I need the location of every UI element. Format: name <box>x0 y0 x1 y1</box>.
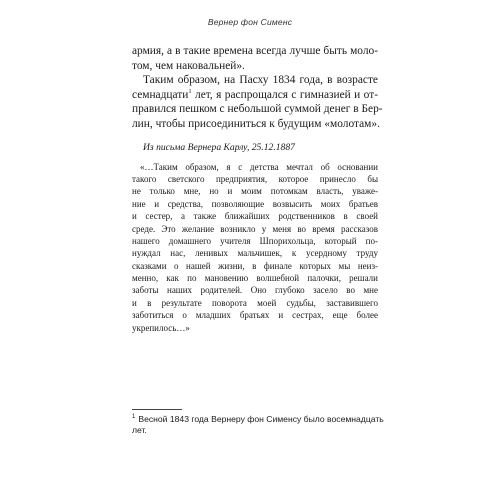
body-line-part: семнадцати <box>132 88 189 101</box>
quote-line: такого светского предприятия, которое принесло бы <box>132 173 378 184</box>
footnote-text: Весной 1843 года Вернеру фон Сименсу было восемнадцать <box>138 414 384 424</box>
footnote-divider <box>132 409 182 410</box>
footnote-reference: 1 <box>188 87 192 95</box>
quote-line: нуждал нас, ленивых мальчишек, к усердному труду <box>132 248 378 259</box>
quote-line: заботы наших родителей. Оно глубоко засело во мне <box>132 285 378 296</box>
footnote-line: лет. <box>132 425 147 435</box>
body-line-with-footnote <box>132 88 378 103</box>
main-text <box>132 44 383 334</box>
body-line: армия, а в такие времена всегда лучше быть моло- <box>132 45 378 57</box>
quote-line: и в результате поворота моей судьбы, заставившего <box>132 297 378 308</box>
quote-line: и сестер, а также ближайших родственников в своей <box>132 211 378 222</box>
quote-line: «…Таким образом, я с детства мечтал об основании <box>140 161 378 172</box>
quote-line: нашего домашнего учителя Шпорихольца, который по- <box>132 235 378 246</box>
body-line: том, чем наковальней». <box>132 59 245 72</box>
body-line: Таким образом, на Пасху 1834 года, в возрасте <box>143 74 378 87</box>
quote-line: ние и средства, позволяющие возвысить моих братьев <box>132 198 378 209</box>
quote-line: менно, как по мановению волшебной палочки, решали <box>132 273 378 284</box>
body-line: лин, чтобы присоединиться к будущим «молотам». <box>132 117 380 130</box>
footnote-line <box>132 414 384 425</box>
letter-caption: Из письма Вернера Карлу, 25.12.1887 <box>143 141 295 153</box>
quote-line: среде. Это желание возникло у меня во время рассказов <box>132 223 378 234</box>
running-head: Вернер фон Сименс <box>207 17 293 27</box>
quote-line: не только мне, но и моим потомкам власть, уваже- <box>132 186 378 197</box>
letter-quote <box>132 161 378 334</box>
quote-line: заботиться о младших братьях и сестрах, еще более <box>132 310 378 321</box>
footnote-marker: 1 <box>132 414 136 421</box>
body-line-part: лет, я распрощался с гимназией и от- <box>195 88 378 101</box>
quote-line: укрепилось…» <box>132 322 190 333</box>
footnote <box>132 414 384 436</box>
body-line: правился пешком с небольшой суммой денег в Бер- <box>132 103 383 116</box>
quote-line: сказками о нашей жизни, в финале которых мы неиз- <box>132 260 378 271</box>
